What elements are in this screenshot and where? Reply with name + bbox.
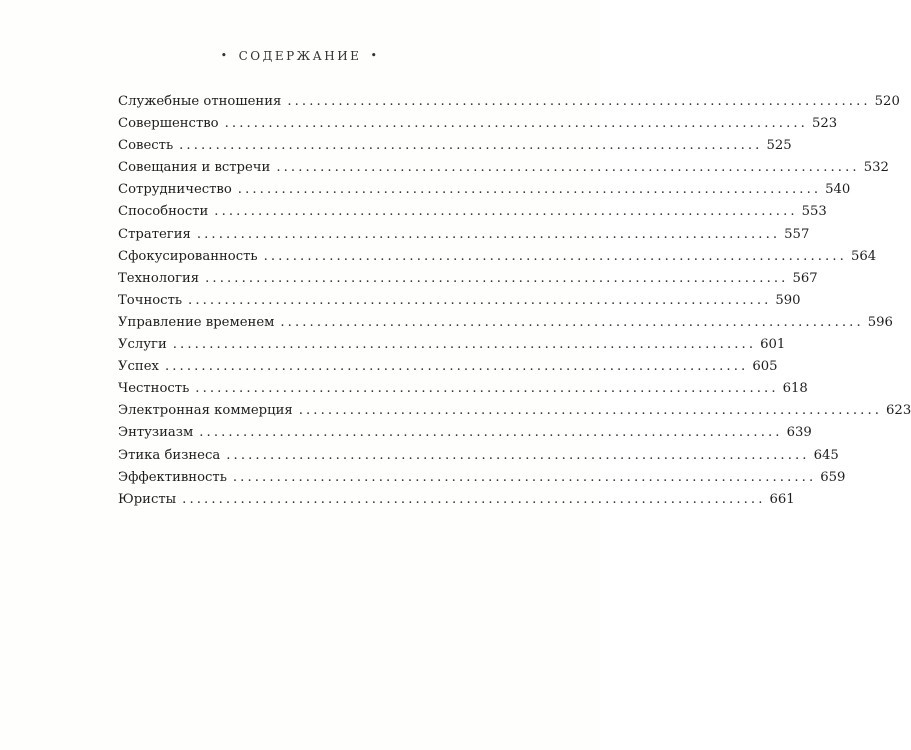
toc-entry-page: 540 [825,182,851,198]
toc-entry-page: 605 [752,359,778,375]
toc-entry-title: Юристы [118,491,177,507]
toc-entry [118,226,810,249]
toc-entry-title: Стратегия [118,226,191,242]
toc-entry-title: Совещания и встречи [118,160,271,176]
toc-entry-page: 601 [760,337,786,353]
toc-leader-dots: ................................................................................ [276,160,860,176]
toc-entry-page: 564 [850,248,877,264]
toc-leader-dots: ................................................................................ [298,403,883,419]
toc-entry-title: Сфокусированность [118,248,258,264]
toc-entry-page: 532 [863,160,889,176]
toc-entry-title: Энтузиазм [118,425,194,441]
toc-entry [118,204,827,226]
toc-leader-dots: ................................................................................ [214,204,798,220]
toc-leader-dots: ................................................................................ [195,381,779,397]
toc-leader-dots: ................................................................................ [172,337,757,353]
toc-entry [118,94,900,116]
toc-entry-page: 645 [813,447,839,463]
toc-entry-page: 623 [886,403,911,419]
toc-leader-dots: ................................................................................ [179,138,763,154]
toc-leader-dots: ................................................................................ [287,94,871,109]
toc-entry-page: 520 [874,94,900,109]
toc-entry-page: 596 [867,314,893,330]
toc-entry-page: 590 [775,292,801,308]
toc-entry [118,160,889,182]
toc-entry-title: Услуги [118,337,167,353]
toc-entry-page: 567 [792,270,818,286]
toc-entry [118,182,851,204]
toc-entry [118,314,893,337]
toc-entry-page: 523 [811,116,838,132]
toc-leader-dots: ................................................................................ [226,447,810,463]
toc-entry [118,116,838,138]
toc-entry-page: 553 [801,204,827,220]
toc-entry [118,270,818,293]
toc-entry-title: Управление временем [118,314,275,330]
toc-leader-dots: ................................................................................ [263,248,847,264]
toc-entry-page: 525 [766,138,792,154]
toc-entry-page: 557 [784,226,810,242]
toc-entry [118,403,911,425]
toc-entry [118,425,812,447]
toc-leader-dots: ................................................................................ [199,425,783,441]
right-ornament: • [370,49,380,62]
toc-entry-title: Способности [118,204,209,220]
toc-entry [118,491,795,514]
toc-entry-title: Электронная коммерция [118,403,293,419]
toc-entry-title: Успех [118,359,159,375]
toc-entry [118,292,801,315]
toc-entry-title: Технология [118,270,200,286]
toc-entry-title: Сотрудничество [118,182,232,198]
toc-entry-title: Совесть [118,138,174,154]
toc-entry-title: Эффективность [118,469,227,485]
toc-leader-dots: ................................................................................ [182,491,766,507]
toc-leader-dots: ................................................................................ [280,314,864,330]
toc-entry [118,447,839,470]
left-ornament: • [220,49,230,62]
toc-entry [118,469,846,492]
toc-entry [118,248,877,271]
toc-entry-title: Честность [118,381,190,397]
toc-leader-dots: ................................................................................ [205,270,789,286]
page-header [0,49,600,63]
toc-entry [118,359,778,381]
table-of-contents [118,94,911,514]
toc-entry [118,381,808,403]
page-title: СОДЕРЖАНИЕ [238,49,362,63]
toc-entry-page: 618 [782,381,808,397]
toc-entry [118,337,786,359]
toc-leader-dots: ................................................................................ [164,359,749,375]
toc-leader-dots: ................................................................................ [224,116,808,132]
toc-entry-title: Совершенство [118,116,219,132]
toc-leader-dots: ................................................................................ [237,182,822,198]
toc-leader-dots: ................................................................................ [232,469,817,485]
toc-leader-dots: ................................................................................ [196,226,781,242]
toc-entry [118,138,792,160]
toc-leader-dots: ................................................................................ [188,292,772,308]
toc-entry-title: Служебные отношения [118,94,282,109]
toc-entry-title: Этика бизнеса [118,447,221,463]
toc-entry-page: 639 [786,425,812,441]
toc-entry-title: Точность [118,292,183,308]
toc-entry-page: 659 [820,469,846,485]
toc-entry-page: 661 [769,491,795,507]
